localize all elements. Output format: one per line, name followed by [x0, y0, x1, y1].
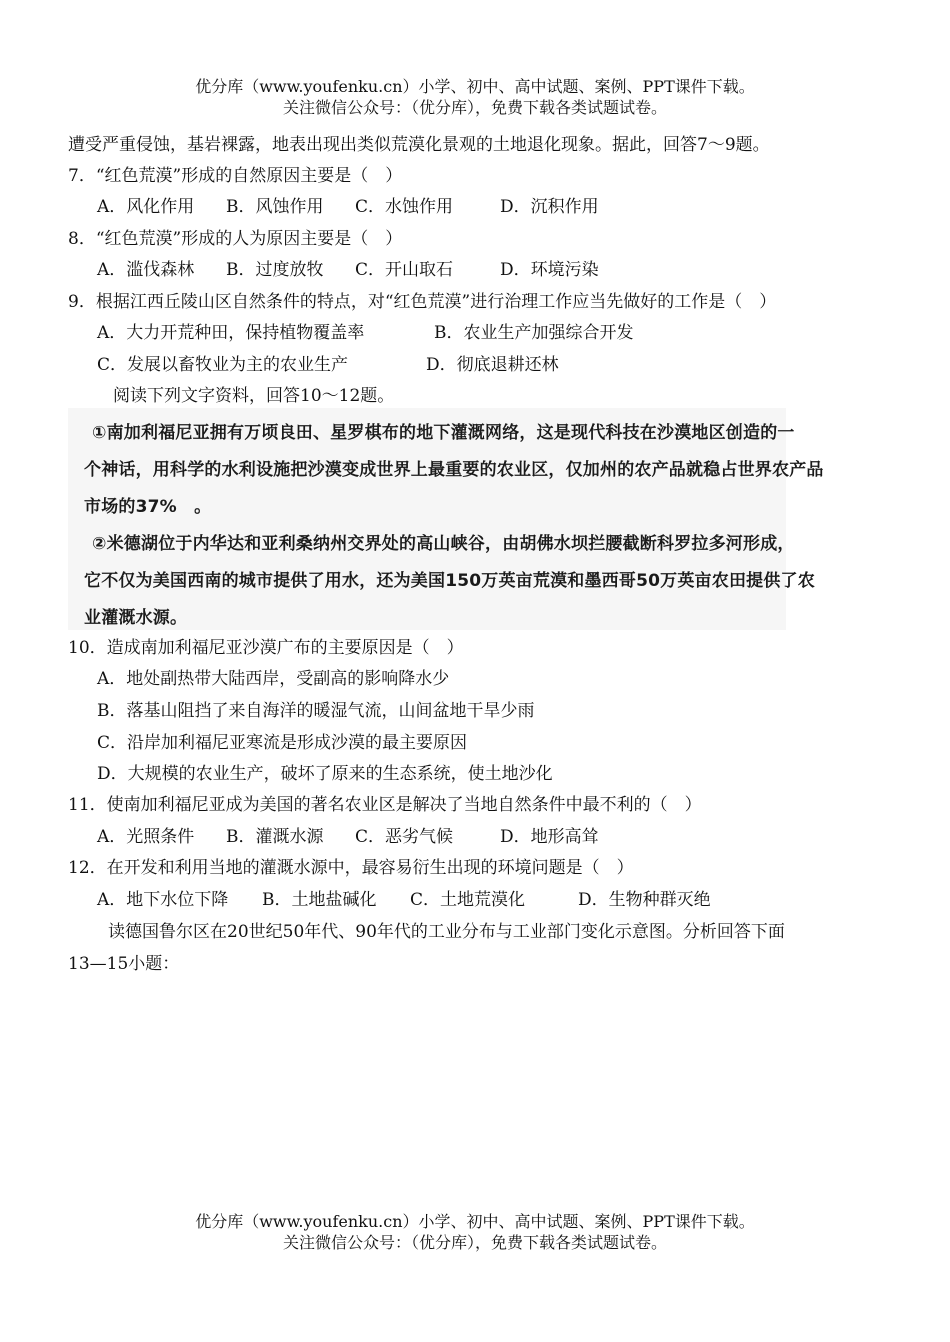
option: B．灌溉水源 [226, 827, 324, 847]
header-line-1: 优分库（www.youfenku.cn）小学、初中、高中试题、案例、PPT课件下载。 [195, 77, 755, 96]
footer-line-2: 关注微信公众号：（优分库），免费下载各类试题试卷。 [282, 1233, 667, 1252]
option: C．恶劣气候 [355, 827, 454, 847]
reading-passage [68, 408, 824, 630]
passage-line: 市场的37% 。 [84, 497, 212, 517]
option: A．光照条件 [97, 827, 195, 847]
option: D．生物种群灭绝 [578, 890, 711, 910]
option: C．开山取石 [355, 260, 454, 280]
passage-line: 业灌溉水源。 [84, 608, 188, 628]
passage-line: 个神话，用科学的水利设施把沙漠变成世界上最重要的农业区，仅加州的农产品就稳占世界农产品 [84, 460, 824, 480]
question-10-option-a: A．地处副热带大陆西岸，受副高的影响降水少 [97, 669, 450, 689]
option: D．沉积作用 [500, 197, 599, 217]
passage-line: 它不仅为美国西南的城市提供了用水，还为美国150万英亩荒漠和墨西哥50万英亩农田提供了农 [84, 571, 815, 591]
option: C．发展以畜牧业为主的农业生产 [97, 355, 349, 375]
option: C．水蚀作用 [355, 197, 454, 217]
footer-line-1: 优分库（www.youfenku.cn）小学、初中、高中试题、案例、PPT课件下载。 [195, 1212, 755, 1231]
option: B．过度放牧 [226, 260, 324, 280]
question-10-stem: 10．造成南加利福尼亚沙漠广布的主要原因是（ ） [68, 638, 464, 658]
passage-line: ②米德湖位于内华达和亚利桑纳州交界处的高山峡谷，由胡佛水坝拦腰截断科罗拉多河形成， [92, 534, 795, 554]
reading-instruction: 阅读下列文字资料，回答10～12题。 [113, 386, 395, 406]
option: D．彻底退耕还林 [426, 355, 559, 375]
option: B．农业生产加强综合开发 [434, 323, 634, 343]
option: D．环境污染 [500, 260, 599, 280]
intro-line: 遭受严重侵蚀，基岩裸露，地表出现出类似荒漠化景观的土地退化现象。据此，回答7～9题。 [68, 135, 770, 155]
option: B．风蚀作用 [226, 197, 324, 217]
option: A．大力开荒种田，保持植物覆盖率 [97, 323, 365, 343]
option: B．土地盐碱化 [262, 890, 377, 910]
option: A．滥伐森林 [97, 260, 195, 280]
option: D．地形高耸 [500, 827, 599, 847]
question-12-stem: 12．在开发和利用当地的灌溉水源中，最容易衍生出现的环境问题是（ ） [68, 858, 634, 878]
passage-line: ①南加利福尼亚拥有万顷良田、星罗棋布的地下灌溉网络，这是现代科技在沙漠地区创造的一 [92, 423, 795, 443]
option: C．土地荒漠化 [410, 890, 526, 910]
page-footer [0, 1211, 950, 1253]
ruhr-intro-line-1: 读德国鲁尔区在20世纪50年代、90年代的工业分布与工业部门变化示意图。分析回答下面 [108, 922, 785, 942]
question-7-stem: 7．“红色荒漠”形成的自然原因主要是（ ） [68, 166, 403, 186]
question-11-stem: 11．使南加利福尼亚成为美国的著名农业区是解决了当地自然条件中最不利的（ ） [68, 795, 702, 815]
page-header [0, 76, 950, 118]
question-9-stem: 9．根据江西丘陵山区自然条件的特点，对“红色荒漠”进行治理工作应当先做好的工作是（ ） [68, 292, 777, 312]
ruhr-intro-line-2: 13—15小题： [68, 954, 180, 974]
header-line-2: 关注微信公众号：（优分库），免费下载各类试题试卷。 [282, 98, 667, 117]
question-10-option-c: C．沿岸加利福尼亚寒流是形成沙漠的最主要原因 [97, 733, 468, 753]
option: A．风化作用 [97, 197, 195, 217]
question-10-option-b: B．落基山阻挡了来自海洋的暖湿气流，山间盆地干旱少雨 [97, 701, 535, 721]
question-10-option-d: D．大规模的农业生产，破坏了原来的生态系统，使土地沙化 [97, 764, 553, 784]
option: A．地下水位下降 [97, 890, 229, 910]
question-8-stem: 8．“红色荒漠”形成的人为原因主要是（ ） [68, 229, 403, 249]
